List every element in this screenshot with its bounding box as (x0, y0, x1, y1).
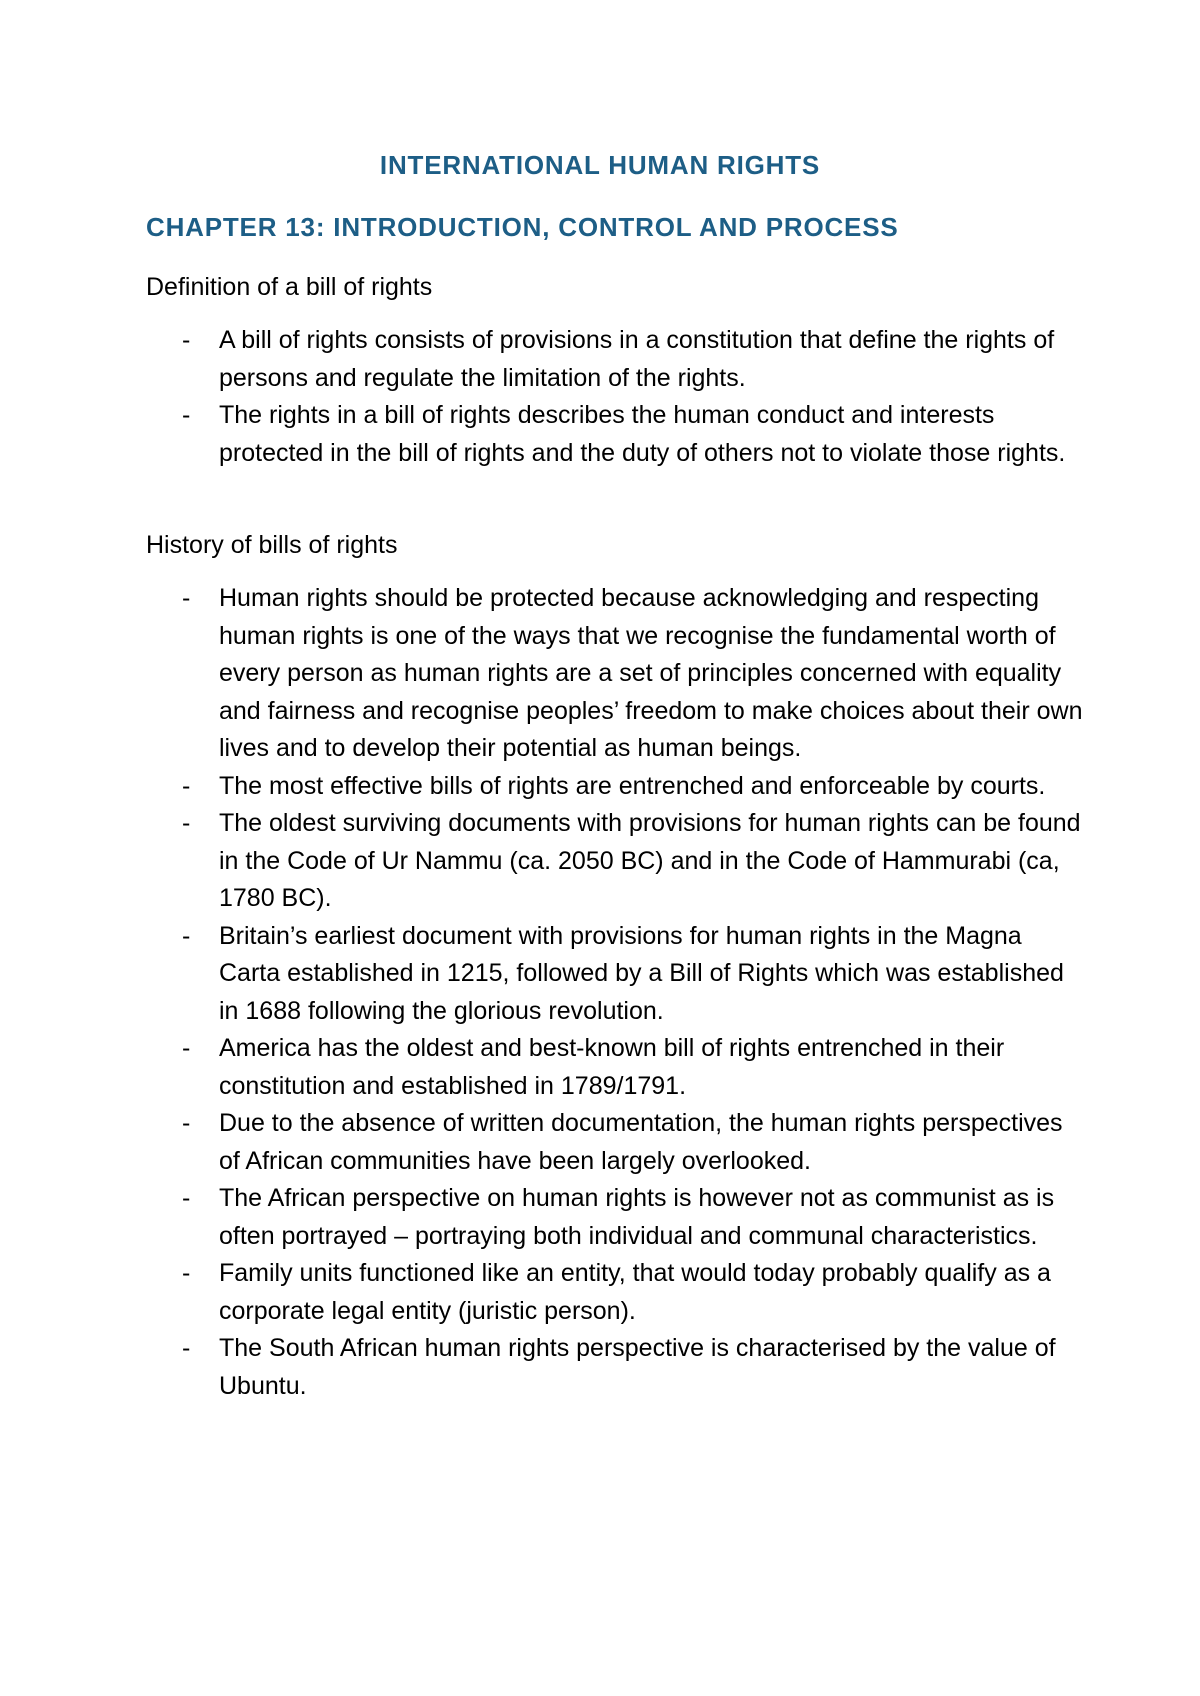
list-item-text: Human rights should be protected because acknowledging and respecting human rights is one of the ways that we recognise the fundamental worth of every person as human rights are a set of principles concerned with equality and fairness and recognise peoples’ freedom to make choices about their own lives and to develop their potential as human beings. (219, 584, 1083, 762)
document-title: INTERNATIONAL HUMAN RIGHTS (379, 150, 821, 180)
list-item-text: The rights in a bill of rights describes the human conduct and interests protected in the bill of rights and the duty of others not to violate those rights. (219, 401, 1066, 467)
list-item (0, 397, 1200, 472)
list-item-text: The most effective bills of rights are entrenched and enforceable by courts. (219, 771, 1046, 800)
bullet-dash: - (182, 326, 191, 354)
list-item-text: America has the oldest and best-known bill of rights entrenched in their constitution and established in 1789/1791. (219, 1034, 1005, 1100)
list-item (0, 1330, 1200, 1405)
list-item (0, 322, 1200, 397)
bullet-dash: - (182, 1109, 191, 1137)
bullet-dash: - (182, 809, 191, 837)
bullet-dash: - (182, 584, 191, 612)
list-item (0, 1105, 1200, 1180)
list-item-text: Britain’s earliest document with provisions for human rights in the Magna Carta established in 1215, followed by a Bill of Rights which was established in 1688 following the glorious revolution. (219, 921, 1064, 1025)
bullet-dash: - (182, 1184, 191, 1212)
list-item (0, 580, 1200, 768)
bullet-dash: - (182, 1034, 191, 1062)
history-list (0, 580, 1200, 1405)
list-item (0, 1255, 1200, 1330)
bullet-dash: - (182, 1334, 191, 1362)
section-heading-history: History of bills of rights (146, 531, 398, 559)
list-item-text: The African perspective on human rights is however not as communist as is often portrayed – portraying both individual and communal characteristics. (219, 1184, 1055, 1250)
list-item (0, 1180, 1200, 1255)
list-item-text: Due to the absence of written documentation, the human rights perspectives of African communities have been largely overlooked. (219, 1109, 1063, 1175)
chapter-heading: CHAPTER 13: INTRODUCTION, CONTROL AND PROCESS (146, 212, 899, 242)
list-item-text: The oldest surviving documents with provisions for human rights can be found in the Code of Ur Nammu (ca. 2050 BC) and in the Code of Hammurabi (ca, 1780 BC). (219, 809, 1081, 912)
list-item (0, 1030, 1200, 1105)
list-item-text: A bill of rights consists of provisions in a constitution that define the rights of persons and regulate the limitation of the rights. (219, 326, 1055, 392)
bullet-dash: - (182, 771, 191, 800)
bullet-dash: - (182, 1259, 191, 1287)
bullet-dash: - (182, 921, 191, 950)
list-item (0, 805, 1200, 918)
section-heading-definition: Definition of a bill of rights (146, 273, 433, 301)
list-item-text: Family units functioned like an entity, that would today probably qualify as a corporate legal entity (juristic person). (219, 1259, 1051, 1325)
list-item-text: The South African human rights perspective is characterised by the value of Ubuntu. (219, 1334, 1056, 1400)
list-item (0, 918, 1200, 1031)
list-item (0, 768, 1200, 806)
bullet-dash: - (182, 401, 191, 429)
definition-list (0, 322, 1200, 472)
